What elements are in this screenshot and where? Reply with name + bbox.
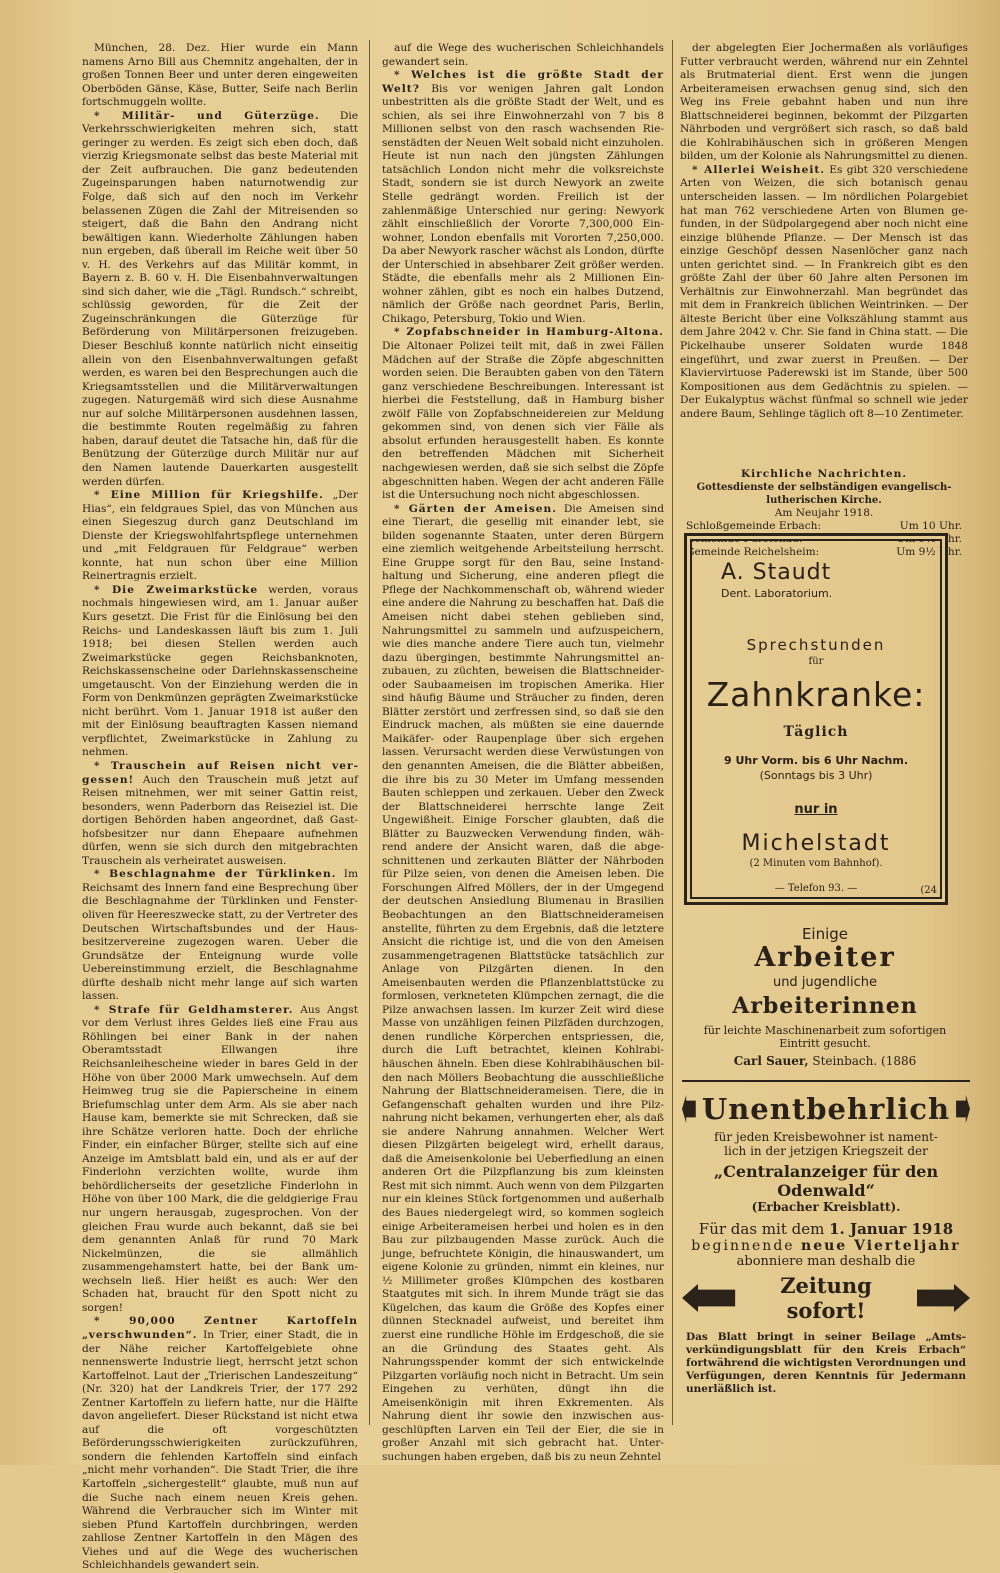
ad-line: (2 Minuten vom Bahnhof). — [749, 858, 883, 869]
pointing-hand-icon — [917, 1284, 970, 1312]
pointing-hand-icon — [682, 1284, 735, 1312]
subscription-advertisement — [682, 1080, 970, 1425]
service-row: Schloßgemeinde Erbach: Um 10 Uhr. — [686, 520, 962, 532]
newspaper-name: „Centralanzeiger für den Odenwald“ — [713, 1162, 939, 1200]
service-row: Gemeinde Reichelsheim: Um 9½ Uhr. — [686, 546, 962, 558]
article-paragraph: * Allerlei Weisheit. Es gibt 320 verschiedene Arten von Weizen, die sich botanisch genau unterscheiden lassen. — Im nördlichen Polargebiet hat man 762 verschiedene Arten von Blumen gefunden, in der Südpolargegend aber noch nicht eine einzige blühende Pflanze. — Der Mensch ist das einzige Geschöpf dessen Nasenlöcher ganz nach unten gerichtet sind. — In Frankreich gibt es den größte Zahl der über 60 Jahre alten Personen im Verhältnis zur Einwohnerzahl. Man begründet das mit dem in Frankreich üblichen Weintrinken. — Der älteste Bericht über eine Volkszählung stammt aus dem Jahre 2042 v. Chr. Sie fand in China statt. — Die Pickelhaube unserer Soldaten wurde 1848 eingeführt, und zwar zuerst in Preußen. — Der Klaviervirtuose Paderewski ist im Stande, über 500 Kompositionen aus dem Gedächtnis zu spielen. — Der Eukalyptus wächst fünfmal so schnell wie jeder andere Baum, Sehlinge täglich oft 8—10 Zentimeter. — [680, 163, 969, 420]
article-paragraph: München, 28. Dez. Hier wurde ein Mann namens Arno Bill aus Chemnitz angehalten, der in großen Tonnen Beer und unter deren eingeweiten Oberböden Gänse, Käse, Butter, Seife nach Berlin fortschmuggeln wollte. — [82, 42, 358, 109]
ad-line: nur in — [794, 802, 838, 817]
pointing-hand-icon — [956, 1095, 970, 1123]
pointing-hand-icon — [682, 1095, 696, 1123]
newspaper-subname: (Erbacher Kreisblatt). — [751, 1200, 901, 1214]
ad-headline: Arbeiterinnen — [732, 993, 918, 1019]
article-paragraph: * Trauschein auf Reisen nicht vergessen! Auch den Trauschein muß jetzt auf Reisen mitnehmen, wer mit seiner Gattin reist, besonders, wenn Paderborn das Reiseziel ist. Die dortigen Behörden haben angeordnet, daß Gasthofsbesitzer nur dann Ehepaare aufnehmen dürfen, wenn sie sich durch den mitgebrachten Trauschein als verheiratet ausweisen. — [82, 759, 358, 867]
article-paragraph: * Beschlagnahme der Türklinken. Im Reichsamt des Innern fand eine Besprechung über die Beschlagnahme der Türklinken und Fensteroliven für Heereszwecke statt, zu der Vertreter des Deutschen Wirtschaftsbundes und der Hausbesitzervereine zugezogen waren. Ueber die Grundsätze der Enteignung wurde volle Uebereinstimmung erzielt, die Beschlagnahme dürfte deshalb nicht mehr lange auf sich warten lassen. — [82, 868, 358, 1003]
article-paragraph: * Strafe für Geldhamsterer. Aus Angst vor dem Verlust ihres Geldes ließ eine Frau aus Röhlingen bei einer Bank in der nahen Oberamtsstadt Ellwangen ihre Reichsanleihescheine wieder in bares Geld in der Höhe von über 2000 Mark umwechseln. Auf dem Heimweg trug sie die Papierscheine in einem Briefumschlag unter dem Arm. Als sie aber nach Hause kam, bemerkte sie mit Schrecken, daß sie ihre Schätze verloren hatte. Doch der ehrliche Finder, ein einfacher Bürger, stellte sich auf eine Anzeige im Amtsblatt bald ein, und als er auf der Finderlohn verzichten wollte, wurde ihm behördlicherseits der gesetzliche Finderlohn in Höhe von über 100 Mark, die die geldgierige Frau nur ungern herausgab, zugesprochen. Von der gleichen Frau wurde auch bekannt, daß sie bei dem genannten Anlaß für rund 70 Mark Nickelmünzen, die sie allmählich zusammengehamstert hatte, bei der Bank umwechseln ließ. Hier heißt es auch: Wer den Schaden hat, braucht für den Spott nicht zu sorgen! — [82, 1003, 358, 1314]
ad-code: (24 — [920, 885, 937, 896]
ad-line: für jeden Kreisbewohner ist nament- — [714, 1130, 938, 1144]
ad-headline: Zeitung sofort! — [682, 1273, 970, 1323]
ad-town: Michelstadt — [741, 831, 891, 856]
article-heading: * Welches ist die größte Stadt der Welt? — [382, 69, 664, 95]
article-paragraph: * 90,000 Zentner Kartoffeln „verschwunden“. In Trier, einer Stadt, die in der Nähe reicher Kartoffelgebiete ohne nennenswerte Industrie liegt, herrscht jetzt schon Kartoffelnot. Laut der „Trierischen Landeszeitung“ (Nr. 320) hat der Landkreis Trier, der 177 292 Zentner Kartoffeln zu liefern hatte, nur die Hälfte davon angeliefert. Dieser Rückstand ist nicht etwa auf die oft vorgeschützten Beförderungsschwierigkeiten zurückzuführen, sondern die fehlenden Kartoffeln sind einfach „nicht mehr vorhanden“. Die Stadt Trier, die ihre Kartoffeln „sichergestellt“ glaubte, muß nun auf die Suche nach einem neuen Kreis gehen. Während die Verbraucher sich im Winter mit sieben Pfund Kartoffeln durchbringen, werden zahllose Zentner Kartoffeln in den Mägen des Viehes und auf die Wege des wucherischen Schleichhandels gewandert sein. — [82, 1315, 358, 1572]
ad-line: für leichte Maschinenarbeit zum sofortigen — [703, 1024, 947, 1037]
article-heading: * Die Zweimarkstücke — [94, 583, 259, 596]
column-rule — [369, 40, 370, 1425]
advertiser-name: A. Staudt — [721, 560, 832, 585]
church-notices-subtitle: Gottesdienste der selbständigen evangelisch- — [696, 482, 952, 493]
ad-line: Sprechstunden — [746, 636, 886, 654]
ad-hours: 9 Uhr Vorm. bis 6 Uhr Nachm. — [723, 754, 908, 767]
ad-line: und jugendliche — [772, 975, 878, 990]
article-paragraph: der abgelegten Eier Jochermaßen als vorläufiges Futter verbraucht werden, während nur ein Zehntel als Brutmaterial dient. Erst wenn die jungen Arbeiterameisen erwachsen genug sind, sich den Weg ins Freie gebahnt haben und nun ihre Blattschneiderei beginnen, bekommt der Pilzgarten Nährboden und vergrößert sich rasch, so daß bald die Kohlrabihäuschen sich in größeren Mengen bilden, um der Kolonie als Nahrungsmittel zu dienen. — [680, 42, 968, 163]
advertiser-business: Dent. Laboratorium. — [721, 587, 833, 600]
ad-line: Für das mit dem 1. Januar 1918 — [698, 1220, 954, 1238]
article-paragraph: auf die Wege des wucherischen Schleichhandels gewandert sein. — [382, 42, 664, 68]
article-heading: * Militär- und Güterzüge. — [94, 109, 320, 122]
workers-advertisement — [680, 925, 970, 1068]
ad-firm: Carl Sauer, Steinbach. (1886 — [733, 1054, 917, 1068]
ad-line: für — [808, 656, 824, 667]
ad-phone: — Telefon 93. — — [774, 883, 858, 894]
ad-headline: Zahnkranke: — [706, 675, 926, 714]
ad-line: Täglich — [783, 724, 849, 740]
ad-headline: Unentbehrlich — [682, 1092, 970, 1126]
article-heading: * Trauschein auf Reisen nicht vergessen! — [82, 759, 358, 786]
article-paragraph: * Die Zweimarkstücke werden, voraus nochmals hingewiesen wird, am 1. Januar außer Kurs gesetzt. Die Frist für die Einlösung bei den Reichs- und Landeskassen läuft bis zum 1. Juli 1918; bei diesen Stellen werden auch Zweimarkstücke gegen Reichsbanknoten, Reichskassenscheine oder Darlehnskassenscheine umgetauscht. Von der Einziehung werden die in Form von Denkmünzen geprägten Zweimarkstücke nicht berührt. Vom 1. Januar 1918 ist außer den mit der Einlösung beauftragten Kassen niemand verpflichtet, Zweimarkstücke in Zahlung zu nehmen. — [82, 583, 359, 759]
article-paragraph: * Zopfabschneider in Hamburg-Altona. Die Altonaer Polizei teilt mit, daß in zwei Fällen Mädchen auf der Straße die Zöpfe abgeschnitten worden seien. Die Beraubten gaben von den Tätern ganz verschiedene Beschreibungen. Interessant ist hierbei die Feststellung, daß in Hamburg bisher zwölf Fälle von Zopfabschneidereien zur Meldung gekommen sind, von denen sich vier Fälle als absolut erfunden herausgestellt haben. Es konnte den betreffenden Mädchen mit Sicherheit nachgewiesen werden, daß sie sich selbst die Zöpfe abgeschnitten haben. Wegen der acht anderen Fälle ist die Untersuchung noch nicht abgeschlossen. — [382, 326, 664, 502]
article-heading: * Eine Million für Kriegshilfe. — [94, 489, 324, 502]
article-heading: * Beschlagnahme der Türklinken. — [94, 868, 337, 881]
column-rule — [672, 40, 673, 1425]
column-middle — [382, 42, 664, 1463]
service-row: Gemeinde Fürstenau: Um 9½ Uhr. — [686, 533, 962, 545]
article-heading: * 90,000 Zentner Kartoffeln „verschwunden“. — [82, 1315, 358, 1341]
article-paragraph: * Militär- und Güterzüge. Die Verkehrsschwierigkeiten mehren sich, statt geringer zu werden. Es zeigt sich eben doch, daß vierzig Kriegsmonate selbst das beste Material mit der Zeit aufbrauchen. Die ganz bedeutenden Zugeinsparungen haben naturnotwendig zur Folge, daß sich auf den noch im Verkehr belassenen Zügen die Zahl der Mitreisenden so steigert, daß die Bahn den Andrang nicht bewältigen kann. Wiederholte Zählungen haben nun ergeben, daß überall im Reiche weit über 50 v. H. des Verkehrs auf das Militär kommt, in Bayern z. B. 60 v. H. Die Eisenbahnverwaltungen sind sich daher, wie die „Tägl. Rundsch.“ schreibt, schlüssig geworden, für die Zeit der Zugeinschränkungen die Güterzüge für Beförderung von Militärpersonen freizugeben. Dieser Beschluß konnte natürlich nicht einseitig allein von den Eisenbahnverwaltungen gefaßt werden, es waren bei den Besprechungen auch die Kriegsamtsstellen und die Militärverwaltungen zugegen. Naturgemäß wird sich diese Ausnahme nur auf solche Militärpersonen ausdehnen lassen, die bestimmte Routen regelmäßig zu fahren haben, darauf deutet die Tatsache hin, daß für die Benützung der Güterzüge durch Militär nur auf den Namen lautende Dauerkarten ausgestellt werden dürfen. — [82, 109, 358, 488]
ad-line: lich in der jetzigen Kriegszeit der — [724, 1144, 928, 1158]
article-heading: * Zopfabschneider in Hamburg-Altona. — [394, 326, 664, 339]
column-left — [82, 42, 359, 1572]
article-heading: * Gärten der Ameisen. — [394, 502, 557, 515]
ad-line: Einige — [801, 925, 849, 943]
church-notices-date: Am Neujahr 1918. — [774, 507, 874, 519]
column-right — [680, 42, 968, 532]
article-heading: * Allerlei Weisheit. — [692, 163, 825, 176]
church-notices-title: Kirchliche Nachrichten. — [740, 468, 908, 480]
ad-line: Eintritt gesucht. — [779, 1037, 871, 1050]
article-paragraph: * Welches ist die größte Stadt der Welt? Bis vor wenigen Jahren galt London unbestritten als die größte Stadt der Welt, und es schien, als sei ihre Einwohnerzahl von 7 bis 8 Millionen selbst von den rasch wachsenden Riesenstädten der Neuen Welt sobald nicht einzuholen. Heute ist nun nach den jüngsten Zählungen tatsächlich London nicht mehr die volksreichste Stadt, sondern sie ist durch Newyork an zweite Stelle gedrängt worden. Freilich ist der zahlenmäßige Unterschied nur gering: Newyork zählt einschließlich der Vororte 7,300,000 Einwohner, London ebenfalls mit Vororten 7,250,000. Da aber Newyork rascher wächst als London, dürfte der Unterschied in absehbarer Zeit größer werden. Städte, die ebenfalls mehr als 2 Millionen Einwohner zählen, gibt es noch ein halbes Dutzend, nämlich der Größe nach geordnet Paris, Berlin, Chikago, Petersburg, Tokio und Wien. — [382, 69, 664, 325]
ad-note: Das Blatt bringt in seiner Beilage „Amtsverkündigungsblatt für den Kreis Erbach“ fortwährend die wichtigsten Verordnungen und Verfügungen, deren Kenntnis für Jedermann unerläßlich ist. — [686, 1331, 966, 1395]
article-paragraph: * Gärten der Ameisen. Die Ameisen sind eine Tierart, die gesellig mit einander lebt, sie bilden sogenannte Staaten, unter deren Bürgern eine ziemlich weitgehende Arbeitsteilung herrscht. Eine Gruppe sorgt für den Bau, seine Instandhaltung und Sicherung, eine anderen pflegt die Pflege der Nachkommenschaft ob, während wieder eine andere die Nahrung zu beschaffen hat. Daß die Ameisen nicht dabei stehen geblieben sind, Nahrungsmittel zu sammeln und aufzuspeichern, wie dies manche andere Tiere auch tun, vielmehr dazu übergingen, bestimmte Nahrungsmittel anzubauen, zu züchten, beweisen die Blattschneideroder Saubaameisen im tropischen Amerika. Hier sind häufig Bäume und Sträucher zu finden, deren Blätter zerstört und zerfressen sind, so daß sie den Eindruck machen, als müßten sie eine dauernde Maikäfer- oder Raupenplage über sich ergehen lassen. Verursacht werden diese Verwüstungen von den genannten Ameisen, die die Blätter abbeißen, die ihre bis zu 30 Meter im Umfang messenden Bauten schleppen und zerkauen. Ueber den Zweck der Blattschneiderei herrschte lange Zeit Ungewißheit. Einige Forscher glaubten, daß die Blätter zu Bauzwecken Verwendung finden, während andere der Ansicht waren, daß die abgeschnittenen und zerkauten Blätter der Nährboden für Pilze seien, von denen die Ameisen leben. Die Forschungen Alfred Möllers, der in der Umgegend der deutschen Ansiedlung Blumenau in Brasilien Beobachtungen an den Blattschneiderameisen anstellte, führten zu dem Ergebnis, daß die letztere Ansicht die richtige ist, und die von den Ameisen zusammengetragenen Blattstücke tatsächlich zur Anlage von Pilzgärten dienen. In den Ameisenbauten werden die Pflanzenblattstücke zu formlosen, verkneteten Klümpchen zernagt, die die Pilze anwachsen lassen. Im kurzer Zeit wird diese Masse von unzähligen feinen Pilzfäden durchzogen, denen rundliche Körperchen entspriessen, die, durch die Luft betrachtet, kleinen Kohlrabihäuschen ähneln. Eben diese Kohlrabihäuschen bilden nach Möllers Beobachtung die ausschließliche Nahrung der Blattschneiderameisen. Tiere, die in Gefangenschaft gehalten wurden und ihre Pilznahrung nicht bekamen, verhungerten eher, als daß sie andere Nahrung annahmen. Welcher Wert diesen Pilzgärten beigelegt wird, erhellt daraus, daß die Ameisenkolonie bei Ueberfiedlung an einen anderen Ort die Pilzpflanzung bis zum kleinsten Rest mit sich nimmt. Auch wenn von dem Pilzgarten nur ein kleines Stück fortgenommen und außerhalb des Baues niedergelegt wird, so kommen sogleich einige Arbeiterameisen herbei und holen es in den Bau zur pilzbaugenden Masse zurück. Auch die junge, befruchtete Königin, die hinauswandert, um eigene Kolonie zu gründen, nimmt ein kleines, nur ½ Millimeter großes Klümpchen des kostbaren Staatgutes mit sich. In ihrem Munde trägt sie das Kügelchen, das kaum die Größe des Kopfes einer dünnen Stecknadel aufweist, und bereitet ihm zuerst eine rundliche Höhle im Erdgeschoß, die sie an die Gründung des Staates geht. Als Nahrungsspender kommt der sich entwickelnde Pilzgarten vorläufig noch nicht in Betracht. Um sein Eingehen zu verhüten, düngt ihn die Ameisenkönigin mit ihren Exkrementen. Als Nahrung dient ihr sowie den inzwischen ausgeschlüpften Larven ein Teil der Eier, die sie in großer Anzahl mit sich gebracht hat. Untersuchungen haben ergeben, daß bis zu neun Zehntel — [382, 502, 664, 1463]
ad-line: (Sonntags bis 3 Uhr) — [759, 769, 873, 782]
ad-line: abonniere man deshalb die — [736, 1254, 916, 1269]
church-notices-subtitle: lutherischen Kirche. — [766, 495, 882, 506]
dentist-advertisement — [684, 533, 948, 905]
ad-line: beginnende neue Vierteljahr — [691, 1238, 961, 1254]
article-paragraph: * Eine Million für Kriegshilfe. „Der Hias“, ein feldgraues Spiel, das von München aus einen Siegeszug durch ganz Deutschland im Dienste der Kriegswohlfahrtspflege unternehmen und „mit Feldgrauen für Feldgraue“ werben konnte, hat nun schon über eine Million Reinertragnis erzielt. — [82, 489, 358, 583]
ad-headline: Arbeiter — [754, 942, 896, 973]
article-heading: * Strafe für Geldhamsterer. — [94, 1003, 294, 1016]
